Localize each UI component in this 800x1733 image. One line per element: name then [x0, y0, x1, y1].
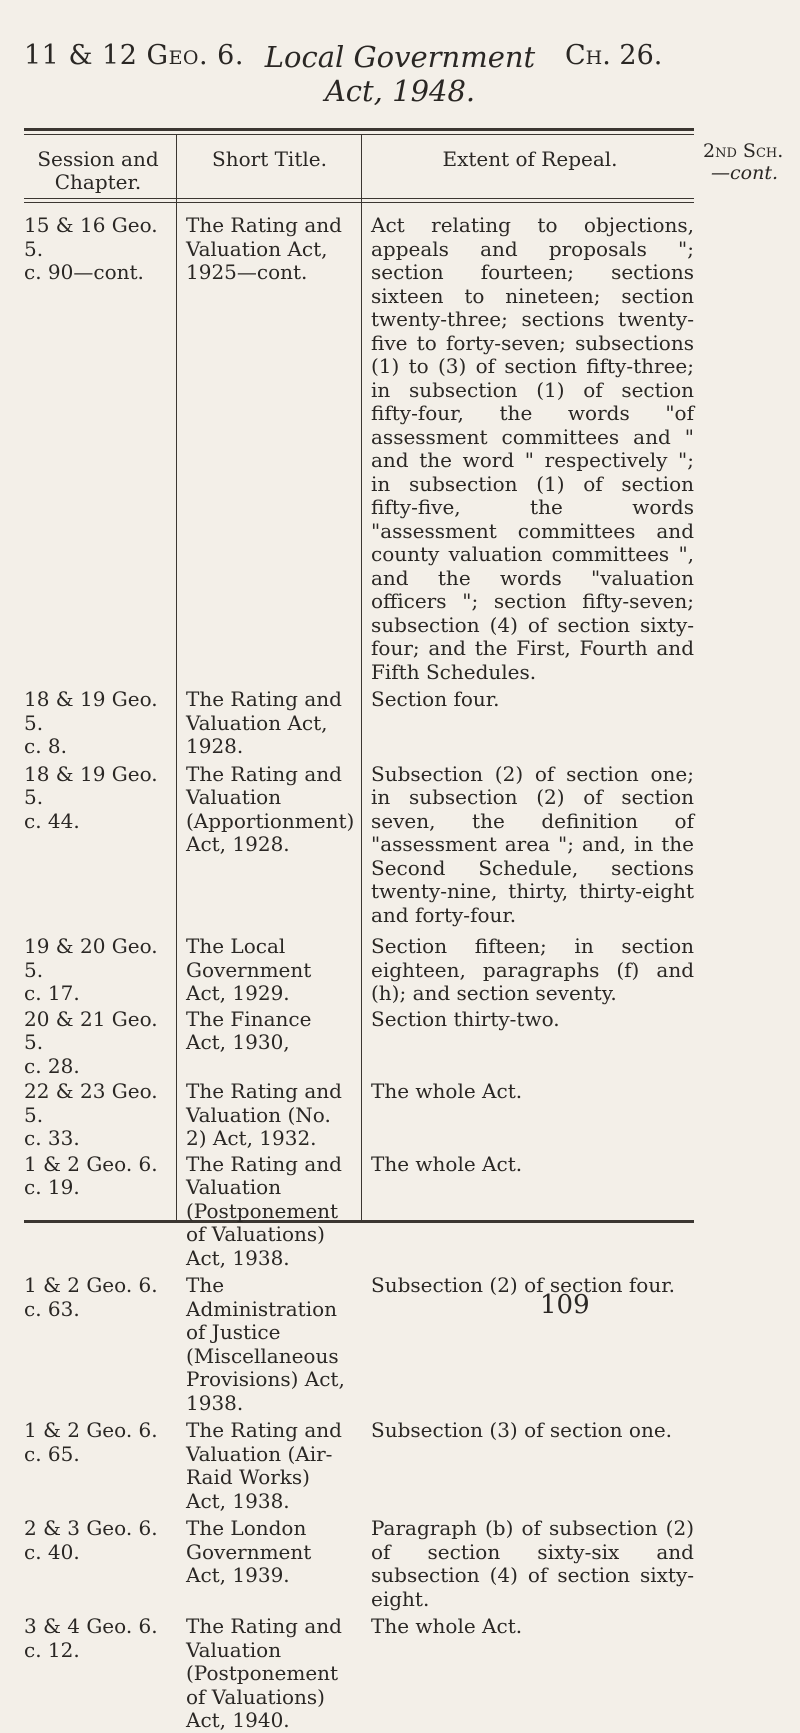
extent-cell: Subsection (2) of section four.: [371, 1273, 675, 1297]
table-row: [24, 1008, 694, 1079]
session-cell: 22 & 23 Geo. 5. c. 33.: [24, 1079, 158, 1150]
extent-cell: Subsection (3) of section one.: [371, 1418, 673, 1442]
table-top-rule-thin: [24, 134, 694, 135]
table-top-rule: [24, 128, 694, 131]
schedule-marker: [703, 140, 798, 184]
header-act-title: [250, 40, 550, 108]
extent-cell: Paragraph (b) of subsection (2) of section sixty-six and subsection (4) of section sixty-eight.: [371, 1516, 694, 1611]
schedule-cont: —cont.: [711, 162, 778, 184]
session-cell: 18 & 19 Geo. 5. c. 8.: [24, 687, 158, 758]
extent-cell: The whole Act.: [371, 1614, 523, 1638]
session-cell: 1 & 2 Geo. 6. c. 63.: [24, 1273, 158, 1321]
short-title-cell: The Rating and Valuation (Apportionment) Act, 1928.: [186, 761, 355, 856]
extent-cell: The whole Act.: [371, 1079, 523, 1103]
table-row: [24, 1153, 694, 1271]
table-row: [24, 935, 694, 1006]
session-cell: 19 & 20 Geo. 5. c. 17.: [24, 934, 158, 1005]
header-bottom-rule-thin: [24, 202, 694, 203]
session-cell: 20 & 21 Geo. 5. c. 28.: [24, 1006, 158, 1078]
extent-cell: Act relating to objections, appeals and proposals "; section fourteen; sections sixteen to nineteen; section twenty-three; sections twenty-five to forty-seven; subsections (1) to (3) of section fifty-three; in subsection (1) of section fifty-four, the words "of assessment committees and " and the word " respectively "; in subsection (1) of section fifty-five, the words "assessment committees and county valuation committees ", and the words "valuation officers "; section fifty-seven; subsection (4) of section sixty-four; and the First, Fourth and Fifth Schedules.: [371, 213, 694, 684]
repeal-table: [24, 214, 694, 1733]
header-act-title-line2: Act, 1948.: [324, 74, 476, 108]
short-title-cell: The London Government Act, 1939.: [186, 1516, 312, 1587]
short-title-cell: The Rating and Valuation Act, 1925—cont.: [186, 213, 342, 284]
extent-cell: Section four.: [371, 687, 500, 711]
table-row: [24, 688, 694, 759]
session-cell: 2 & 3 Geo. 6. c. 40.: [24, 1516, 158, 1564]
table-row: [24, 1080, 694, 1151]
header-act-title-line1: Local Government: [264, 40, 536, 74]
session-cell: 15 & 16 Geo. 5. c. 90—cont.: [24, 213, 158, 284]
short-title-cell: The Local Government Act, 1929.: [186, 934, 312, 1005]
short-title-cell: The Rating and Valuation Act, 1928.: [186, 687, 342, 758]
table-row: [24, 1419, 694, 1513]
session-cell: 1 & 2 Geo. 6. c. 65.: [24, 1418, 158, 1466]
column-header-extent: Extent of Repeal.: [442, 147, 618, 171]
session-cell: 3 & 4 Geo. 6. c. 12.: [24, 1614, 158, 1662]
table-row: [24, 214, 694, 684]
extent-cell: Section fifteen; in section eighteen, paragraphs (f) and (h); and section seventy.: [371, 934, 694, 1005]
short-title-cell: The Rating and Valuation (No. 2) Act, 1932.: [186, 1079, 342, 1150]
short-title-cell: The Finance Act, 1930,: [186, 1006, 312, 1054]
extent-cell: The whole Act.: [371, 1151, 523, 1176]
session-cell: 18 & 19 Geo. 5. c. 44.: [24, 761, 158, 833]
page-number: 109: [540, 1290, 590, 1320]
header-regnal-year: 11 & 12 Geo. 6.: [24, 40, 244, 71]
short-title-cell: The Rating and Valuation (Air-Raid Works) Act, 1938.: [186, 1418, 342, 1513]
table-row: [24, 1274, 694, 1415]
extent-cell: Subsection (2) of section one; in subsection (2) of section seven, the definition of "assessment area "; and, in the Second Schedule, sections twenty-nine, thirty, thirty-eight and forty-four.: [371, 761, 694, 927]
short-title-cell: The Administration of Justice (Miscellaneous Provisions) Act, 1938.: [186, 1273, 345, 1415]
column-header-short-title: Short Title.: [212, 147, 327, 171]
header-chapter: Ch. 26.: [565, 40, 663, 71]
short-title-cell: The Rating and Valuation (Postponement of Valuations) Act, 1940.: [186, 1614, 342, 1732]
table-row: [24, 763, 694, 928]
header-bottom-rule: [24, 198, 694, 199]
table-row: [24, 1517, 694, 1611]
schedule-title: 2nd Sch.: [703, 140, 784, 162]
running-header: [0, 40, 800, 130]
table-row: [24, 1615, 694, 1733]
column-header-session: Session and Chapter.: [37, 147, 159, 194]
session-cell: 1 & 2 Geo. 6. c. 19.: [24, 1151, 158, 1199]
extent-cell: Section thirty-two.: [371, 1006, 560, 1031]
short-title-cell: The Rating and Valuation (Postponement of Valuations) Act, 1938.: [186, 1151, 342, 1270]
